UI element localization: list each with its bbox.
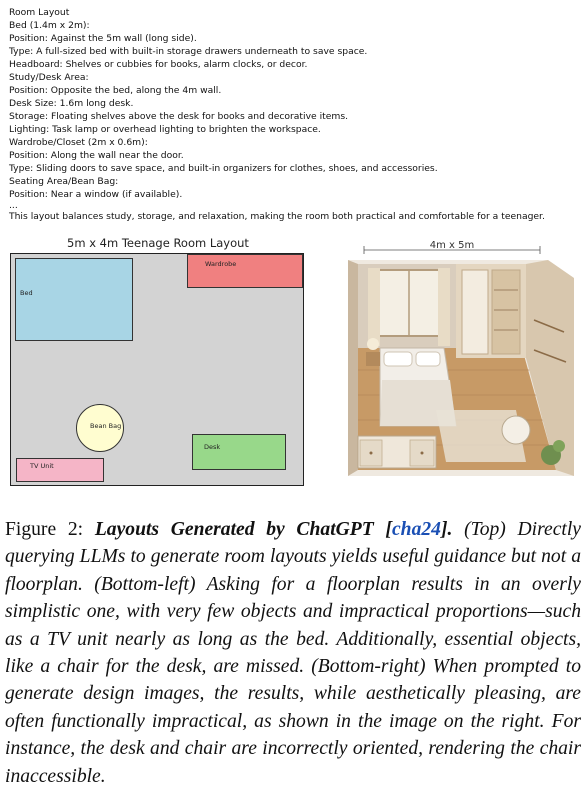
llm-response-line: Headboard: Shelves or cubbies for books, alarm clocks, or decor. (9, 59, 308, 70)
floorplan-figure (10, 236, 306, 488)
llm-response-line: Bed (1.4m x 2m): (9, 20, 90, 31)
wardrobe-label: Wardrobe (205, 260, 237, 268)
caption-body: (Top) Directly querying LLMs to generate room layouts yields useful guidance but not a floorplan. (Bottom-left) Asking for a floorplan results in an overly simplistic one, with very few objects and impractical proportions—such as a TV unit nearly as long as the bed. Additionally, essential objects, like a chair for the desk, are missed. (Bottom-right) When prompted to generate design images, the results, while aesthetically pleasing, are often functionally impractical, as shown in the image on the right. For instance, the desk and chair are incorrectly oriented, rendering the chair inaccessible. (5, 519, 582, 787)
bed-rect (15, 258, 133, 341)
llm-response-line: ... (9, 200, 18, 211)
tv-unit-rect (16, 458, 104, 482)
llm-response-line: Lighting: Task lamp or overhead lighting to brighten the workspace. (9, 124, 321, 135)
wardrobe-rect (187, 254, 303, 288)
bed-label: Bed (20, 289, 33, 297)
llm-response-line: Position: Along the wall near the door. (9, 150, 184, 161)
llm-response-line: Seating Area/Bean Bag: (9, 176, 119, 187)
room-render-svg (326, 240, 580, 484)
llm-response-line: Position: Against the 5m wall (long side). (9, 33, 197, 44)
tv-unit-label: TV Unit (30, 462, 54, 470)
floorplan-canvas (10, 253, 304, 486)
room-render-image (326, 240, 580, 484)
bean-bag-circle (76, 404, 124, 452)
llm-response-line: Storage: Floating shelves above the desk for books and decorative items. (9, 111, 349, 122)
llm-response-line: Type: A full-sized bed with built-in storage drawers underneath to save space. (9, 46, 368, 57)
llm-response-text (9, 6, 581, 223)
llm-response-line: Type: Sliding doors to save space, and built-in organizers for clothes, shoes, and accessories. (9, 163, 438, 174)
llm-response-line: Study/Desk Area: (9, 72, 89, 83)
caption-citation-link[interactable]: cha24 (391, 519, 441, 540)
figure-caption (5, 516, 581, 790)
floorplan-title: 5m x 4m Teenage Room Layout (67, 236, 249, 250)
render-dimension-label: 4m x 5m (429, 240, 475, 251)
desk-label: Desk (204, 443, 221, 451)
llm-response-line: Desk Size: 1.6m long desk. (9, 98, 134, 109)
llm-response-line: Wardrobe/Closet (2m x 0.6m): (9, 137, 148, 148)
llm-response-line: Room Layout (9, 7, 70, 18)
bean-bag-label: Bean Bag (90, 422, 122, 430)
desk-rect (192, 434, 286, 470)
llm-response-line: This layout balances study, storage, and relaxation, making the room both practical and comfortable for a teenager. (9, 211, 545, 222)
caption-title-end: ]. (440, 519, 453, 540)
llm-response-line: Position: Near a window (if available). (9, 189, 183, 200)
caption-title: Layouts Generated by ChatGPT [ (94, 519, 392, 540)
llm-response-line: Position: Opposite the bed, along the 4m wall. (9, 85, 222, 96)
caption-label: Figure 2: (5, 519, 84, 540)
